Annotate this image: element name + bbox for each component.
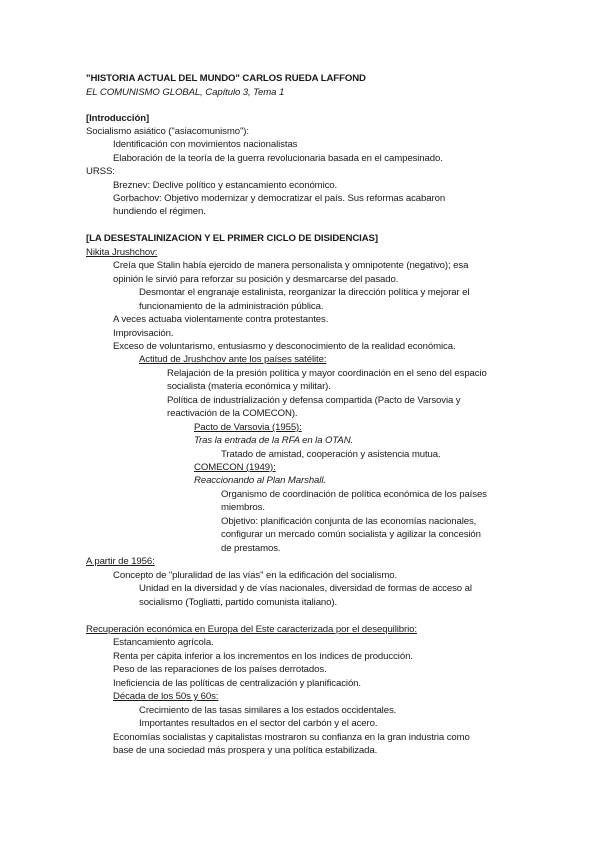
deses-line: Improvisación. <box>113 328 174 339</box>
intro-line: Breznev: Declive político y estancamiento económico. <box>113 180 338 191</box>
deses-line: Desmontar el engranaje estalinista, reorganizar la dirección política y mejorar el <box>139 287 470 298</box>
recup-subheading: Recuperación económica en Europa del Este caracterizada por el desequilibrio: <box>86 624 417 635</box>
pacto-note: Tras la entrada de la RFA en la OTAN. <box>194 435 354 446</box>
apartir-line: Concepto de "pluralidad de las vías" en la edificación del socialismo. <box>113 570 398 581</box>
deses-line: socialista (materia económica y militar). <box>167 381 331 392</box>
pacto-description: Tratado de amistad, cooperación y asistencia mutua. <box>221 449 441 460</box>
deses-line: Relajación de la presión política y mayor coordinación en el seno del espacio <box>167 368 487 379</box>
deses-line: Política de industrialización y defensa compartida (Pacto de Varsovia y <box>167 395 461 406</box>
apartir-line: socialismo (Togliatti, partido comunista italiano). <box>139 597 338 608</box>
apartir-subheading: A partir de 1956: <box>86 556 155 567</box>
intro-line: Socialismo asiático ("asiacomunismo"): <box>86 126 249 137</box>
comecon-line: miembros. <box>221 502 265 513</box>
deses-line: Exceso de voluntarismo, entusiasmo y desconocimiento de la realidad económica. <box>113 341 456 352</box>
deses-line: funcionamiento de la administración pública. <box>139 301 324 312</box>
comecon-line: Organismo de coordinación de política económica de los países <box>221 489 487 500</box>
pacto-subheading: Pacto de Varsovia (1955): <box>194 422 302 433</box>
document-subtitle: EL COMUNISMO GLOBAL, Capítulo 3, Tema 1 <box>86 87 285 98</box>
intro-line: Identificación con movimientos nacionalistas <box>113 139 298 150</box>
intro-line: URSS: <box>86 166 115 177</box>
recup-line: Estancamiento agrícola. <box>113 637 214 648</box>
deses-heading: [LA DESESTALINIZACION Y EL PRIMER CICLO DE DISIDENCIAS] <box>86 233 378 244</box>
recup-line: base de una sociedad más prospera y una política estabilizada. <box>113 745 378 756</box>
recup-line: Ineficiencia de las políticas de centralización y planificación. <box>113 678 361 689</box>
recup-line: Economías socialistas y capitalistas mostraron su confianza en la gran industria como <box>113 732 470 743</box>
recup-line: Renta per cápita inferior a los incrementos en los índices de producción. <box>113 651 413 662</box>
apartir-line: Unidad en la diversidad y de vías nacionales, diversidad de formas de acceso al <box>139 583 472 594</box>
comecon-line: de prestamos. <box>221 543 281 554</box>
document-title: "HISTORIA ACTUAL DEL MUNDO" CARLOS RUEDA LAFFOND <box>86 73 366 84</box>
intro-heading: [Introducción] <box>86 113 150 124</box>
intro-line: Elaboración de la teoría de la guerra revolucionaria basada en el campesinado. <box>113 153 443 164</box>
comecon-line: Objetivo: planificación conjunta de las economías nacionales, <box>221 516 477 527</box>
recup-line: Importantes resultados en el sector del carbón y el acero. <box>139 718 378 729</box>
intro-line: hundiendo el régimen. <box>113 206 206 217</box>
recup-line: Peso de las reparaciones de los países derrotados. <box>113 664 327 675</box>
comecon-subheading: COMECON (1949): <box>194 462 276 473</box>
nikita-subheading: Nikita Jrushchov: <box>86 247 158 258</box>
actitud-subheading: Actitud de Jrushchov ante los países satélite: <box>139 354 327 365</box>
recup-line: Crecimiento de las tasas similares a los estados occidentales. <box>139 705 397 716</box>
decada-subheading: Década de los 50s y 60s: <box>113 691 219 702</box>
deses-line: Creía que Stalin había ejercido de manera personalista y omnipotente (negativo); esa <box>113 260 469 271</box>
comecon-line: configurar un mercado común socialista y agilizar la concesión <box>221 529 481 540</box>
comecon-note: Reaccionando al Plan Marshall. <box>194 475 326 486</box>
deses-line: reactivación de la COMECON). <box>167 408 298 419</box>
deses-line: A veces actuaba violentamente contra protestantes. <box>113 314 329 325</box>
intro-line: Gorbachov: Objetivo modernizar y democratizar el país. Sus reformas acabaron <box>113 193 446 204</box>
deses-line: opinión le sirvió para reforzar su posición y desmarcarse del pasado. <box>113 274 399 285</box>
